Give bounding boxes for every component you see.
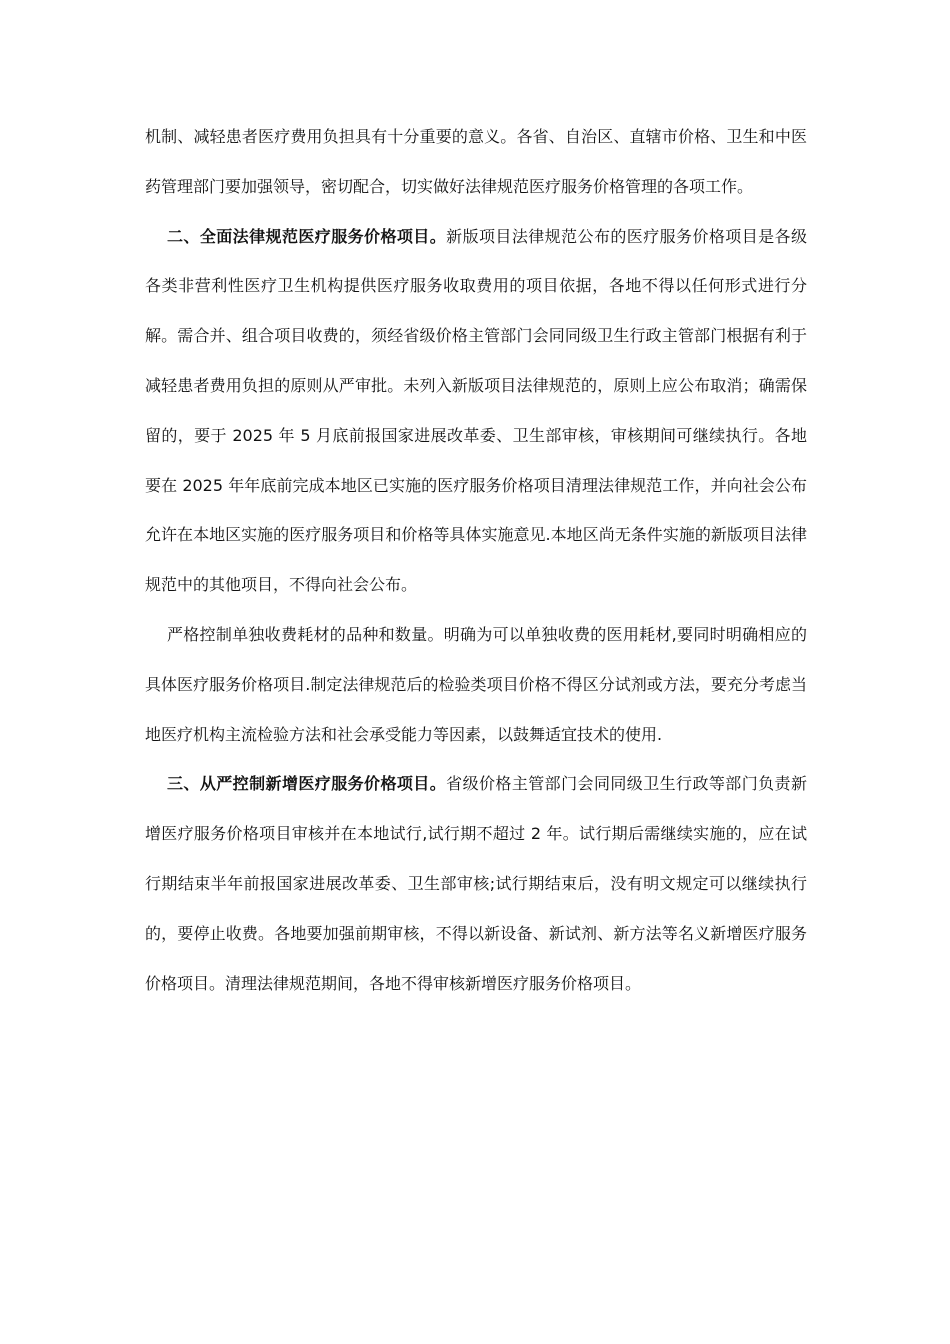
paragraph-intro-continued: 机制、减轻患者医疗费用负担具有十分重要的意义。各省、自治区、直辖市价格、卫生和中医药管理部门要加强领导，密切配合，切实做好法律规范医疗服务价格管理的各项工作。 [145, 127, 807, 196]
section-three-heading: 三、从严控制新增医疗服务价格项目。 [167, 774, 447, 794]
document-page [145, 112, 807, 1008]
paragraph-section-three [145, 759, 807, 1008]
section-three-body: 省级价格主管部门会同同级卫生行政等部门负责新增医疗服务价格项目审核并在本地试行,试行期不超过 2 年。试行期后需继续实施的，应在试行期结束半年前报国家进展改革委、卫生部审核;试行期结束后，没有明文规定可以继续执行的，要停止收费。各地要加强前期审核，不得以新设备、新试剂、新方法等名义新增医疗服务价格项目。清理法律规范期间，各地不得审核新增医疗服务价格项目。 [145, 774, 807, 993]
paragraph-consumables: 严格控制单独收费耗材的品种和数量。明确为可以单独收费的医用耗材,要同时明确相应的具体医疗服务价格项目.制定法律规范后的检验类项目价格不得区分试剂或方法，要充分考虑当地医疗机构主流检验方法和社会承受能力等因素，以鼓舞适宜技术的使用. [145, 624, 807, 744]
paragraph-section-two [145, 212, 807, 610]
section-two-heading: 二、全面法律规范医疗服务价格项目。 [167, 226, 447, 246]
section-two-body: 新版项目法律规范公布的医疗服务价格项目是各级各类非营利性医疗卫生机构提供医疗服务收取费用的项目依据，各地不得以任何形式进行分解。需合并、组合项目收费的，须经省级价格主管部门会同同级卫生行政主管部门根据有利于减轻患者费用负担的原则从严审批。未列入新版项目法律规范的，原则上应公布取消；确需保留的，要于 2025 年 5 月底前报国家进展改革委、卫生部审核，审核期间可继续执行。各地要在 2025 年年底前完成本地区已实施的医疗服务价格项目清理法律规范工作，并向社会公布允许在本地区实施的医疗服务项目和价格等具体实施意见.本地区尚无条件实施的新版项目法律规范中的其他项目，不得向社会公布。 [145, 226, 807, 595]
